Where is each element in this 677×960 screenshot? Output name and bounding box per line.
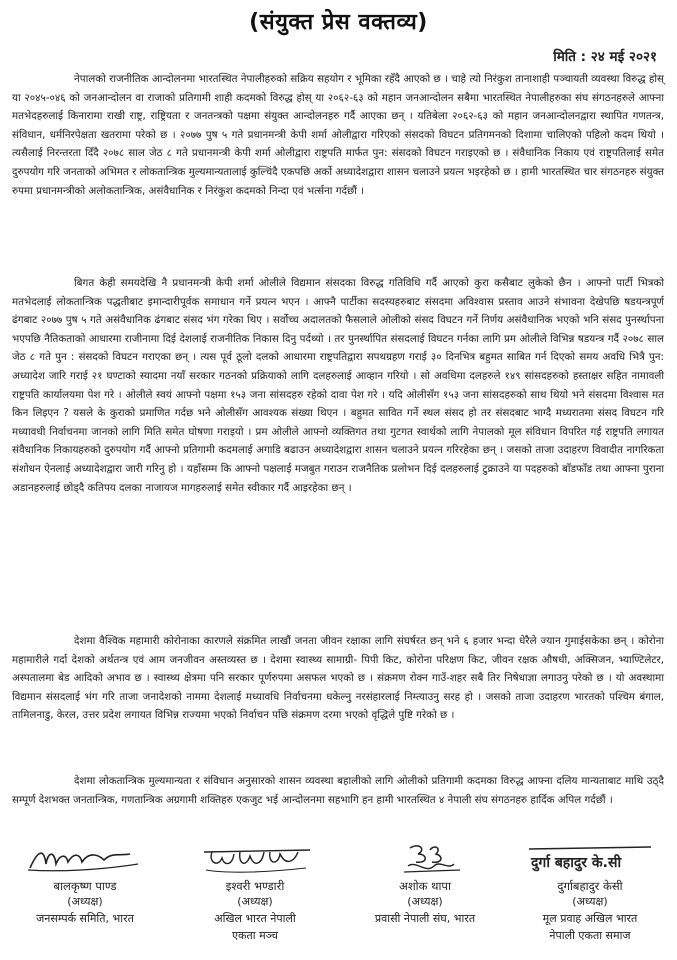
paragraph-4: देशमा लोकतान्त्रिक मुल्यमान्यता र संविधान अनुसारको शासन व्यवस्था बहालीको लागि ओलीको प्रतिगामी कदमका विरुद्ध आफ्ना दलिय मान्यताबाट माथि उठ्दै सम्पूर्ण देशभक्त जनतान्त्रिक, गणतान्त्रिक अग्रगामी शक्तिहरु एकजुट भई आन्दोलनमा सहभागि हन हामी भारतस्थित ४ नेपाली संघ संगठनहरु हार्दिक अपिल गर्दछौं ।	[12, 775, 664, 806]
signatory-4-name: दुर्गाबहादुर केसी	[557, 879, 623, 893]
signatory-4-org-2: नेपाली एकता समाज	[549, 929, 631, 942]
signatory-1-name: बालकृष्ण पाण्ड	[53, 879, 117, 893]
svg-text:दुर्गा बहादुर के.सी: दुर्गा बहादुर के.सी	[531, 855, 622, 871]
paragraph-1: नेपालको राजनीतिक आन्दोलनमा भारतस्थित नेपालीहरुको सक्रिय सहयोग र भूमिका रहँदै आएको छ । चाहे त्यो निरंकुश तानाशाही पञ्चायती व्यवस्था विरुद्ध होस् या २०४५-०४६ को जनआन्दोलन वा राजाको प्रतिगामी शाही कदमको विरुद्ध होस् या २०६२-६३ को महान जनआन्दोलन सबैमा भारतस्थित नेपालीहरुका संघ संगठनहरुले आफ्ना मतभेदहरुलाई किनारामा राखी राष्ट्र, राष्ट्रियता र जनतन्त्रको पक्षमा संयुक्त आन्दोलनहरु गर्दै आएका छन् । यतिबेला २०६२-६३ को महान जनआन्दोलनद्वारा स्थापित गणतन्त्र, संविधान, धर्मनिरपेक्षता खतरामा परेको छ । २०७७ पुष ५ गते प्रधानमन्त्री केपी शर्मा ओलीद्वारा गरिएको संसदको विघटन प्रतिगमनको दिशामा चालिएको पहिलो कदम थियो । त्यसैलाई निरन्तरता दिँदै २०७८ साल जेठ ८ गते प्रधानमन्त्री केपी शर्मा ओलीद्वारा राष्ट्रपति मार्फत पुन: संसदको विघटन गराइएको छ । संवैधानिक निकाय एवं राष्ट्रपतिलाई समेत दुरुपयोग गरि जनताको अभिमत र लोकतान्त्रिक मुल्यमान्यतालाई कुल्चिंदै एकपछि अर्को अध्यादेशद्वारा शासन चलाउने प्रयत्न भइरहेको छ । हामी भारतस्थित चार संगठनहरु संयुक्त रुपमा प्रधानमन्त्रीको अलोकतान्त्रिक, असंवैधानिक र निरंकुश कदमको निन्दा एवं भर्त्सना गर्दछौं ।	[12, 73, 664, 197]
document-date: मिति : २४ मई २०२१	[553, 49, 657, 65]
paragraph-3: देशमा वैश्विक महामारी कोरोनाका कारणले संक्रमित लाखौं जनता जीवन रक्षाका लागि संघर्षरत छन् भने ६ हजार भन्दा धेरैले ज्यान गुमाईसकेका छन् । कोरोना महामारीले गर्दा देशको अर्थतन्त्र एवं आम जनजीवन अस्तव्यस्त छ । देशमा स्वास्थ्य सामाग्री- पिपी किट, कोरोना परिक्षण किट, जीवन रक्षक औषधी, अक्सिजन, भ्याण्टिलेटर, अस्पतालमा बेड आदिको अभाव छ । स्वास्थ्य क्षेत्रमा पनि सरकार पूर्णरुपमा असफल भएको छ । संक्रमण रोक्न गाउँ-शहर सबै तिर निषेधाज्ञा लगाउनु परेको छ । यो अवस्थामा विद्यमान संसदलाई भंग गरि ताजा जनादेशको नाममा देशलाई मध्यावधि निर्वाचनमा धकेल्नु नरसंहारलाई निम्त्याउनु सरह हो । जसको ताजा उदाहरण भारतको पश्चिम बंगाल, तामिलनाडु, केरल, उत्तर प्रदेश लगायत विभिन्न राज्यमा भएको निर्वाचन पछि संक्रमण दरमा भएको वृद्धिले पुष्टि गरेको छ ।	[12, 635, 664, 722]
signatory-2	[170, 840, 340, 944]
signature-4-image	[515, 840, 665, 878]
signatory-4-role: (अध्यक्ष)	[572, 895, 608, 908]
signatory-4-org: मूल प्रवाह अखिल भारत	[542, 912, 638, 925]
signatory-2-name: इश्वरी भण्डारी	[225, 879, 285, 893]
signature-3-image	[360, 840, 490, 878]
signatory-2-org: अखिल भारत नेपाली	[214, 912, 296, 925]
signature-2-image	[190, 840, 320, 878]
paragraph-2: बिगत केही समयदेखि नै प्रधानमन्त्री केपी शर्मा ओलीले विद्यमान संसदका विरुद्ध गतिविधि गर्दै आएको कुरा कसैबाट लुकेको छैन । आफ्नो पार्टी भित्रको मतभेदलाई लोकतान्त्रिक पद्धतीबाट इमान्दारीपूर्वक समाधान गर्ने प्रयत्न भएन । आफ्नै पार्टीका सदस्यहरुबाट संसदमा अविश्वास प्रस्ताव आउने संभावना देखेपछि षडयन्त्रपूर्ण ढंगबाट २०७७ पुष ५ गते असंवैधानिक ढंगबाट संसद भंग गरेका थिए । सर्वोच्च अदालतको फैसलाले ओलीको संसद विघटन गर्ने निर्णय असंवैधानिक भएको भनि संसद पुनर्स्थापना भएपछि नैतिकताको आधारमा राजीनामा दिई देशलाई राजनीतिक निकास दिनु पर्दथ्यो । तर पुनर्स्थापित संसदलाई विघटन गर्नका लागि प्रम ओलीले विभिन्न षडयन्त्र गर्दै २०७८ साल जेठ ८ गते पुन : संसदको विघटन गराएका छन् । त्यस पूर्व ठूलो दलको आधारमा राष्ट्रपतिद्वारा सपथग्रहण गराई ३० दिनभित्र बहुमत साबित गर्न दिएको समय अवधि भित्रै पुन: अध्यादेश जारि गराई २१ घण्टाको स्यादमा नयाँ सरकार गठनको प्रक्रियाको लागि दलहरुलाई आव्हान गरियो । सो अवधिमा दलहरुले १४९ सांसदहरुको हस्ताक्षर सहित नामावली राष्ट्रपति कार्यालयमा पेश गरे । ओलीले स्वयं आफ्नो पक्षमा १५३ जना सांसदहरु रहेको दावा पेश गरे । यदि ओलीसँग १५३ जना सांसदहरुको साथ थियो भने संसदमा विश्वास मत किन लिइएन ? यसले के कुराको प्रमाणित गर्दछ भने ओलीसँग आवश्यक संख्या थिएन । बहुमत सावित गर्ने स्थल संसद हो तर संसदबाट भाग्दै मध्यरातमा संसद विघटन गरि मध्यावधी निर्वाचनमा जानको लागि मिति समेत घोषणा गराइयो । प्रम ओलीले आफ्नो व्यक्तिगत तथा गुटगत स्वार्थको लागि नेपालको मूल संविधान विपरित गई राष्ट्रपति लगायत संवैधानिक निकायहरुको दुरुपयोग गर्दै आफ्नो प्रतिगामी कदमलाई अगाडि बढाउन अध्यादेशद्वारा शासन चलाउने प्रयत्न गरिरहेका छन् । जसको ताजा उदाहरण विवादीत नागरिकता संशोधन ऐनलाई अध्यादेशद्वारा जारी गरिनु हो । यहाँसम्म कि आफ्नो पक्षलाई मजबुत गराउन राजनैतिक प्रलोभन दिई दलहरुलाई टुक्राउने या पदहरुको बाँडफाँड तथा आफ्ना पुराना अडानहरुलाई छोड्दै कतिपय दलका नाजायज मागहरुलाई समेत स्वीकार गर्दै आइरहेका छन् ।	[12, 277, 664, 494]
signatory-1-role: (अध्यक्ष)	[67, 895, 103, 908]
signatory-4	[505, 840, 675, 944]
signatory-1	[0, 840, 170, 927]
signatory-3-role: (अध्यक्ष)	[407, 895, 443, 908]
signature-1-image	[20, 840, 150, 878]
signatory-1-org: जनसम्पर्क समिति, भारत	[36, 912, 134, 925]
signatory-3-name: अशोक थापा	[399, 879, 451, 893]
header	[0, 6, 677, 36]
signatory-2-role: (अध्यक्ष)	[237, 895, 273, 908]
signatory-3	[340, 840, 510, 927]
document-title: (संयुक्त प्रेस वक्तव्य)	[249, 10, 428, 35]
signatory-3-org: प्रवासी नेपाली संघ, भारत	[374, 912, 476, 925]
signatory-2-org-2: एकता मञ्च	[231, 929, 279, 942]
